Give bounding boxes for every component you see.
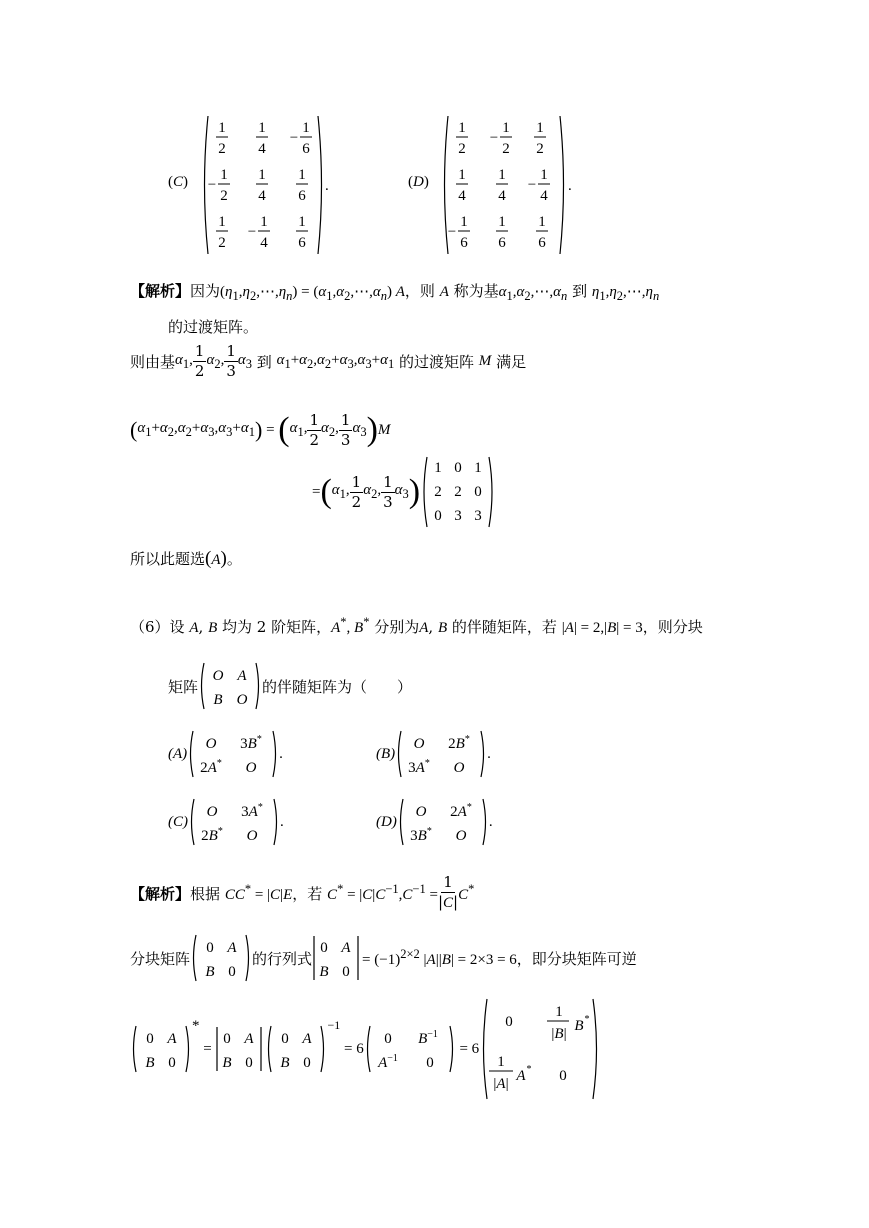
analysis1-line2: 的过渡矩阵。 <box>168 318 259 336</box>
svg-text:2: 2 <box>218 235 226 251</box>
svg-text:2: 2 <box>502 141 510 157</box>
svg-text:1: 1 <box>260 214 268 230</box>
svg-text:4: 4 <box>258 188 266 204</box>
svg-text:2: 2 <box>218 141 226 157</box>
svg-text:2A*: 2A* <box>200 758 222 776</box>
svg-text:−: − <box>247 224 257 240</box>
matrix-entry: 0 <box>434 508 442 524</box>
svg-text:−: − <box>447 224 457 240</box>
svg-text:O: O <box>415 804 427 820</box>
svg-text:4: 4 <box>458 188 466 204</box>
svg-text:0: 0 <box>320 940 328 956</box>
svg-text:O: O <box>453 760 465 776</box>
svg-text:3A*: 3A* <box>241 802 263 820</box>
matrix-entry: 0 <box>454 460 462 476</box>
block-matrix <box>198 660 262 712</box>
svg-text:3B*: 3B* <box>240 734 262 752</box>
svg-text:A: A <box>227 940 237 956</box>
svg-text:0: 0 <box>505 1014 513 1030</box>
svg-text:|A|: |A| <box>493 1076 509 1092</box>
svg-text:3A*: 3A* <box>408 758 430 776</box>
svg-text:6: 6 <box>538 235 546 251</box>
svg-text:O: O <box>246 828 258 844</box>
svg-text:6: 6 <box>498 235 506 251</box>
svg-text:B−1: $B^{-1}$ <box>417 1029 438 1047</box>
svg-text:O: O <box>212 668 224 684</box>
matrix-entry: 2 <box>434 484 442 500</box>
svg-text:A: A <box>341 940 351 956</box>
svg-text:O: O <box>206 804 218 820</box>
analysis1-eq2: = ( $\alpha_1$, $\frac{1}{2}$ $\alpha_2$, $\frac{1}{3}$ $\alpha_3$ ) 1 0 1 2 2 0 0 3 3 <box>312 454 496 530</box>
transition-matrix <box>420 454 496 530</box>
svg-text:B: B <box>145 1055 155 1071</box>
svg-text:−: − <box>207 177 217 193</box>
svg-text:−: − <box>289 130 299 146</box>
svg-text:4: 4 <box>258 141 266 157</box>
svg-text:A: A <box>302 1031 313 1047</box>
svg-text:6: 6 <box>302 141 310 157</box>
svg-text:A: A <box>167 1031 177 1047</box>
analysis1-line3: 则由基 $\alpha_1$, $\frac{1}{2}$ $\alpha_2$, $\frac{1}{3}$ $\alpha_3$ 到 $\alpha_1+\alpha_2,\alpha_2+\alpha_3,\alpha_3+\alpha_1$ 的过渡矩阵 M 满足 <box>130 342 527 380</box>
svg-text:A−1: $A^{-1}$ <box>377 1053 398 1071</box>
svg-text:6: 6 <box>298 235 306 251</box>
svg-text:1: 1 <box>302 120 310 136</box>
matrix-c <box>200 112 340 258</box>
option-d-label: (D) <box>408 174 429 190</box>
svg-text:1: 1 <box>258 120 266 136</box>
option-c: (C) 1 2 1 4 − 1 6 − 1 2 1 4 1 6 1 2 − 1 4 1 6 . <box>168 112 338 258</box>
svg-text:2: 2 <box>536 141 544 157</box>
svg-text:0: 0 <box>281 1031 290 1047</box>
analysis2-line1: 【解析】 根据 CC* = |C|E ，若 $C^* = |C|C^{-1},C^{-1}$ = $\frac{1}{|C|}$ C* <box>130 873 475 911</box>
svg-text:4: 4 <box>260 235 268 251</box>
option-c-label: (C) <box>168 174 189 190</box>
svg-text:4: 4 <box>498 188 506 204</box>
svg-text:3B*: 3B* <box>409 826 432 844</box>
q6-option-a: (A) O 3B* 2A* O . <box>168 728 283 780</box>
svg-text:O: O <box>236 692 248 708</box>
svg-text:0: 0 <box>245 1055 254 1071</box>
svg-text:1: 1 <box>458 120 466 136</box>
matrix-entry: 2 <box>454 484 462 500</box>
svg-text:O: O <box>455 828 467 844</box>
svg-text:2B*: 2B* <box>201 826 223 844</box>
svg-text:0: 0 <box>303 1055 312 1071</box>
q6-option-d: (D) O 2A* 3B* O . <box>376 796 493 848</box>
svg-text:1: 1 <box>555 1004 563 1020</box>
svg-text:1: 1 <box>536 120 544 136</box>
svg-text:0: 0 <box>146 1031 154 1047</box>
svg-text:−: − <box>489 130 499 146</box>
svg-text:0: 0 <box>228 964 236 980</box>
svg-text:6: 6 <box>298 188 306 204</box>
svg-text:B: B <box>205 964 215 980</box>
analysis-tag: 【解析】 <box>130 282 191 300</box>
analysis2-line2: 分块矩阵 0 A B 0 的行列式 0 A B 0 = $(-1)^{2\times 2}$ |A||B| = 2×3 = 6 ，即分块矩阵可逆 <box>130 932 637 984</box>
svg-text:1: 1 <box>538 214 546 230</box>
matrix-entry: 1 <box>434 460 442 476</box>
q6-line1: （6）设 A, B 均为 2 阶矩阵，A*, B* 分别为A, B 的伴随矩阵，若 |A| = 2,|B| = 3，则分块 <box>130 615 703 636</box>
svg-text:1: 1 <box>298 167 306 183</box>
svg-text:1: 1 <box>218 120 226 136</box>
svg-text:A: A <box>244 1031 255 1047</box>
svg-text:1: 1 <box>218 214 226 230</box>
analysis1-conclusion: 所以此题选(A)。 <box>130 548 242 569</box>
svg-text:0: 0 <box>223 1031 232 1047</box>
matrix-entry: 0 <box>474 484 482 500</box>
svg-text:1: 1 <box>498 167 506 183</box>
svg-text:B: B <box>574 1018 584 1034</box>
svg-text:0: 0 <box>425 1055 434 1071</box>
svg-text:6: 6 <box>460 235 468 251</box>
svg-text:1: 1 <box>460 214 468 230</box>
svg-text:A: A <box>237 668 247 684</box>
q6-option-b: (B) O 2B* 3A* O . <box>376 728 491 780</box>
svg-text:1: 1 <box>258 167 266 183</box>
svg-text:1: 1 <box>458 167 466 183</box>
svg-text:B: B <box>222 1055 233 1071</box>
svg-text:O: O <box>205 736 217 752</box>
svg-text:−: − <box>527 177 537 193</box>
q6-option-c: (C) O 3A* 2B* O . <box>168 796 284 848</box>
svg-text:2: 2 <box>220 188 228 204</box>
svg-text:1: 1 <box>498 214 506 230</box>
svg-text:|B|: |B| <box>551 1026 567 1042</box>
svg-text:0: 0 <box>206 940 214 956</box>
svg-text:O: O <box>413 736 425 752</box>
svg-text:0: 0 <box>168 1055 176 1071</box>
analysis2-eq: 0 A B 0 * = 0 A B 0 0 A B 0 −1 = 6 0 $B^{-1}$ $A^{-1}$ 0 = 6 0 1 |B| B * 1 |A| A * 0 <box>130 996 601 1102</box>
svg-text:0: 0 <box>342 964 350 980</box>
svg-text:0: 0 <box>383 1031 392 1047</box>
svg-text:B: B <box>280 1055 291 1071</box>
svg-text:*: * <box>584 1014 590 1025</box>
svg-text:2B*: 2B* <box>448 734 470 752</box>
svg-text:A: A <box>516 1068 526 1084</box>
svg-text:1: 1 <box>497 1054 505 1070</box>
svg-text:1: 1 <box>298 214 306 230</box>
svg-text:1: 1 <box>540 167 548 183</box>
svg-text:*: * <box>526 1064 532 1075</box>
svg-text:4: 4 <box>540 188 548 204</box>
svg-text:O: O <box>245 760 257 776</box>
matrix-entry: 1 <box>474 460 482 476</box>
svg-text:B: B <box>213 692 223 708</box>
matrix-entry: 3 <box>474 508 482 524</box>
svg-text:2: 2 <box>458 141 466 157</box>
svg-text:2A*: 2A* <box>449 802 472 820</box>
svg-text:1: 1 <box>220 167 228 183</box>
matrix-entry: 3 <box>454 508 462 524</box>
svg-text:1: 1 <box>502 120 510 136</box>
option-d: (D) 1 2 − 1 2 1 2 1 4 1 4 − 1 4 − 1 6 1 6 1 6 . <box>408 112 588 258</box>
svg-text:B: B <box>319 964 329 980</box>
analysis1-eq1: ( $\alpha_1+\alpha_2,\alpha_2+\alpha_3,\alpha_3+\alpha_1$ ) = ( $\alpha_1$, $\frac{1}{2}$ $\alpha_2$, $\frac{1}{3}$ $\alpha_3$ ) M <box>130 410 391 449</box>
analysis1-line1: 【解析】因为$(\eta_1,\eta_2,\cdots,\eta_n)$ = $(\alpha_1,\alpha_2,\cdots,\alpha_n)$ A，则 A 称为基$\alpha_1,\alpha_2,\cdots,\alpha_n$ 到 $\eta_1,\eta_2,\cdots,\eta_n$ <box>130 282 660 303</box>
q6-line2: 矩阵 O A B O 的伴随矩阵为（ ） <box>168 660 412 712</box>
svg-text:0: 0 <box>559 1068 567 1084</box>
